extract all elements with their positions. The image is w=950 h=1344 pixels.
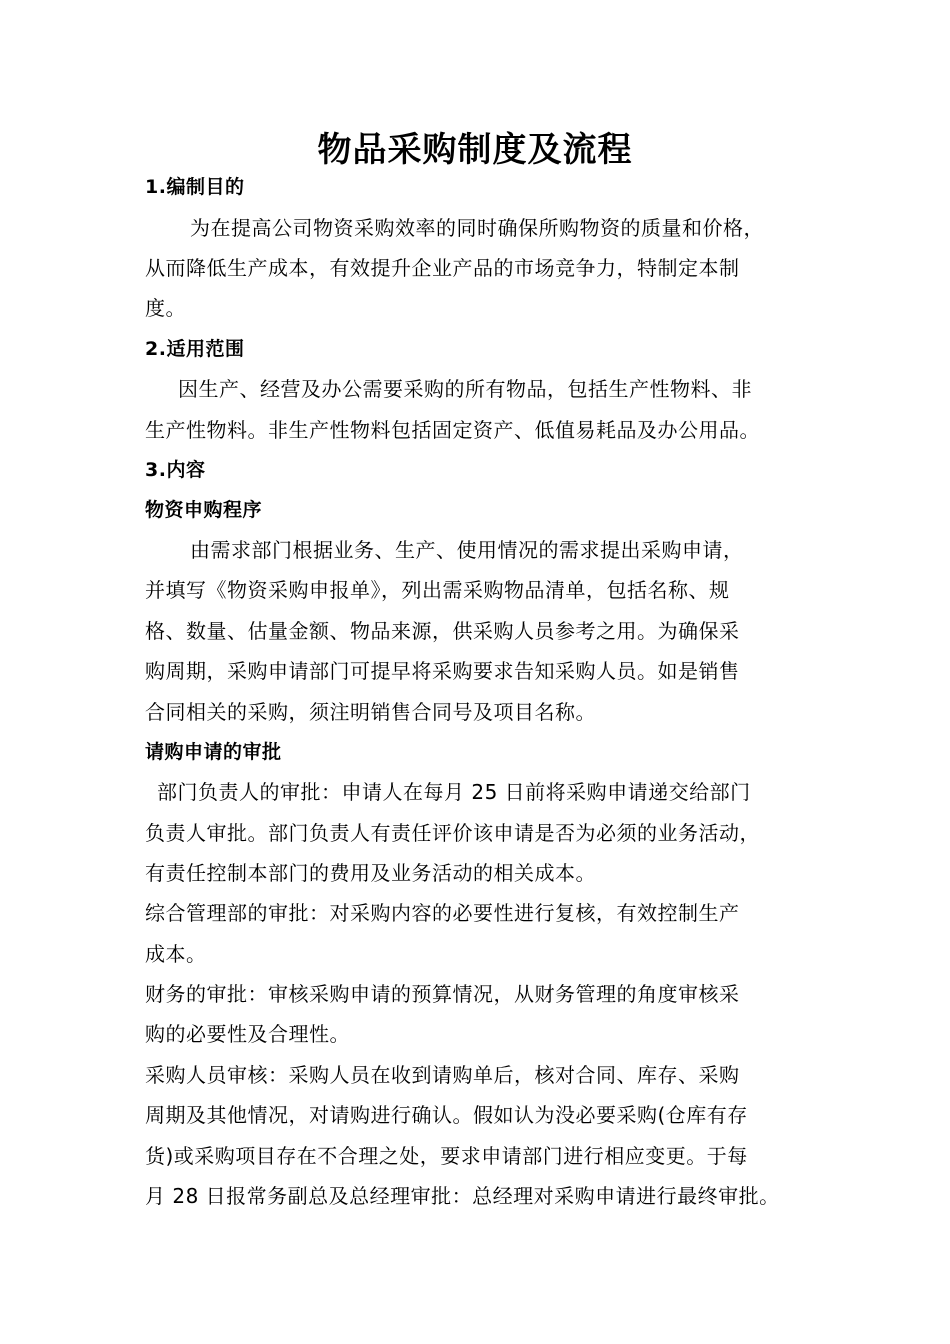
paragraph-line: 并填写《物资采购申报单》，列出需采购物品清单，包括名称、规 (145, 578, 730, 602)
paragraph-line: 因生产、经营及办公需要采购的所有物品，包括生产性物料、非 (178, 377, 752, 401)
paragraph-line: 由需求部门根据业务、生产、使用情况的需求提出采购申请， (190, 538, 744, 562)
paragraph-line: 购周期，采购申请部门可提早将采购要求告知采购人员。如是销售 (145, 659, 740, 683)
document-title: 物品采购制度及流程 (317, 130, 633, 170)
paragraph-line: 部门负责人的审批：申请人在每月 25 日前将采购申请递交给部门 (157, 780, 751, 804)
section-heading-purpose: 1.编制目的 (145, 176, 245, 198)
section-heading-content: 3.内容 (145, 459, 206, 481)
paragraph-line: 货)或采购项目存在不合理之处，要求申请部门进行相应变更。于每 (145, 1144, 748, 1168)
subheading-approval: 请购申请的审批 (145, 741, 282, 763)
paragraph-line: 生产性物料。非生产性物料包括固定资产、低值易耗品及办公用品。 (145, 418, 760, 442)
paragraph-line: 财务的审批：审核采购申请的预算情况，从财务管理的角度审核采 (145, 982, 740, 1006)
paragraph-line: 度。 (145, 296, 186, 320)
paragraph-line: 综合管理部的审批：对采购内容的必要性进行复核，有效控制生产 (145, 901, 740, 925)
paragraph-line: 有责任控制本部门的费用及业务活动的相关成本。 (145, 861, 596, 885)
paragraph-line: 购的必要性及合理性。 (145, 1022, 350, 1046)
section-heading-scope: 2.适用范围 (145, 338, 245, 360)
paragraph-line: 月 28 日报常务副总及总经理审批：总经理对采购申请进行最终审批。 (145, 1184, 780, 1208)
subheading-requisition-procedure: 物资申购程序 (145, 499, 263, 521)
paragraph-line: 格、数量、估量金额、物品来源，供采购人员参考之用。为确保采 (145, 619, 740, 643)
paragraph-line: 从而降低生产成本，有效提升企业产品的市场竞争力，特制定本制 (145, 256, 740, 280)
paragraph-line: 周期及其他情况，对请购进行确认。假如认为没必要采购(仓库有存 (145, 1103, 748, 1127)
paragraph-line: 为在提高公司物资采购效率的同时确保所购物资的质量和价格， (190, 216, 764, 240)
paragraph-line: 合同相关的采购，须注明销售合同号及项目名称。 (145, 700, 596, 724)
paragraph-line: 采购人员审核：采购人员在收到请购单后，核对合同、库存、采购 (145, 1063, 740, 1087)
paragraph-line: 负责人审批。部门负责人有责任评价该申请是否为必须的业务活动， (145, 821, 760, 845)
paragraph-line: 成本。 (145, 942, 207, 966)
